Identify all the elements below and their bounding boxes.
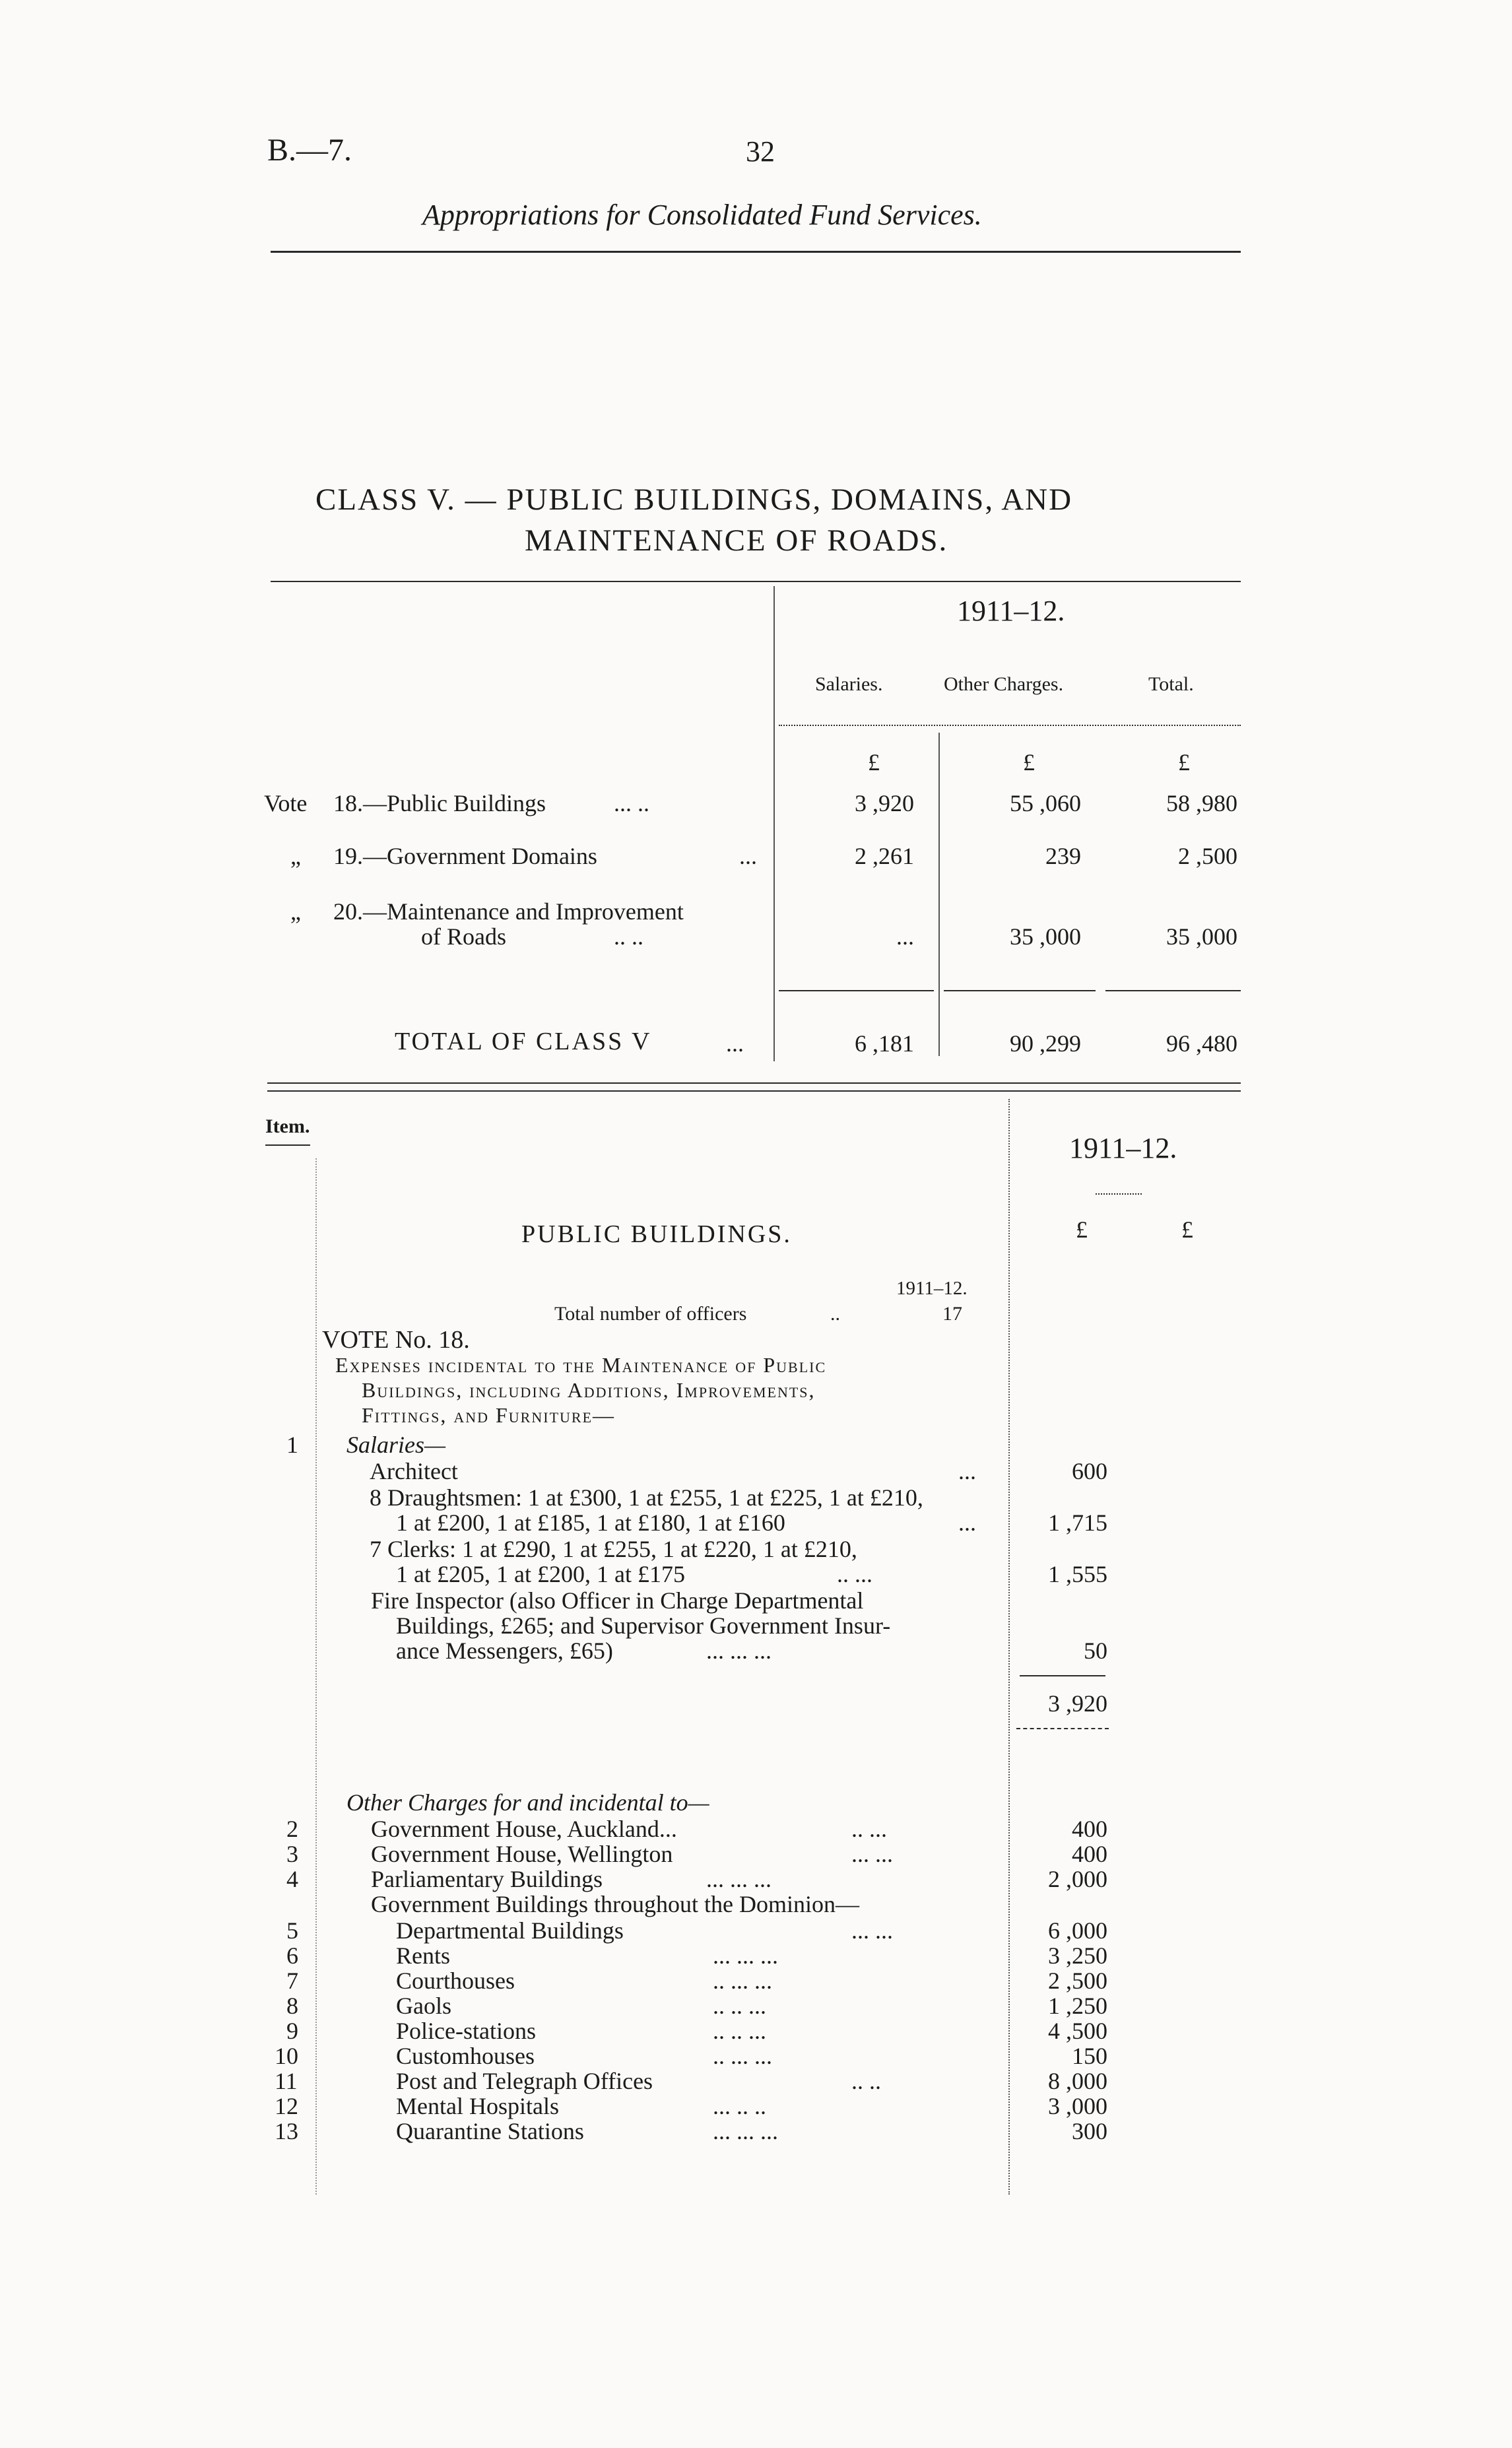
running-title: Appropriations for Consolidated Fund Services. bbox=[422, 199, 982, 231]
gov-item-leader: .. .. ... bbox=[713, 1993, 766, 2019]
gov-item-leader: ... ... ... bbox=[713, 2118, 778, 2144]
salaries-total: 3 ,920 bbox=[1048, 1690, 1107, 1717]
summary-row-label: 18.—Public Buildings bbox=[333, 790, 546, 816]
summary-row-label: 19.—Government Domains bbox=[333, 843, 597, 869]
salaries-heading: Salaries— bbox=[346, 1432, 446, 1458]
officers-label: Total number of officers bbox=[554, 1303, 747, 1325]
summary-column-divider bbox=[773, 586, 775, 1061]
gov-item-amount: 6 ,000 bbox=[1048, 1917, 1107, 1944]
salary-line-amount: 1 ,715 bbox=[1048, 1509, 1107, 1536]
other-item-leader: ... ... ... bbox=[706, 1866, 772, 1892]
gov-item-leader: .. ... ... bbox=[713, 1968, 772, 1994]
item-header: Item. bbox=[265, 1115, 310, 1137]
summary-row-leader: ... .. bbox=[614, 790, 649, 816]
officers-count: 17 bbox=[942, 1303, 962, 1325]
summary-row-prefix: „ bbox=[290, 843, 301, 869]
other-item-number: 4 bbox=[286, 1866, 298, 1892]
other-item-text: Government House, Auckland... bbox=[371, 1816, 677, 1842]
other-item-text: Government House, Wellington bbox=[371, 1841, 673, 1867]
subtotal-rule bbox=[1105, 990, 1241, 991]
gov-item-number: 12 bbox=[275, 2093, 298, 2119]
summary-row-total: 58 ,980 bbox=[1166, 790, 1237, 816]
gov-item-leader: ... ... bbox=[851, 1917, 893, 1944]
gov-item-text: Quarantine Stations bbox=[396, 2118, 584, 2144]
summary-row-other: 55 ,060 bbox=[1010, 790, 1081, 816]
header-rule bbox=[271, 251, 1241, 253]
summary-row-prefix: Vote bbox=[264, 790, 308, 816]
detail-year: 1911–12. bbox=[1069, 1132, 1177, 1164]
gov-item-amount: 8 ,000 bbox=[1048, 2068, 1107, 2094]
other-item-leader: .. ... bbox=[851, 1816, 887, 1842]
gov-item-text: Customhouses bbox=[396, 2043, 535, 2069]
salary-line-text: Fire Inspector (also Officer in Charge Departmental bbox=[371, 1587, 864, 1614]
item-header-rule bbox=[265, 1144, 310, 1146]
gov-item-number: 7 bbox=[286, 1968, 298, 1994]
gov-item-amount: 3 ,250 bbox=[1048, 1942, 1107, 1969]
gov-item-leader: ... .. .. bbox=[713, 2093, 766, 2119]
gov-item-amount: 2 ,500 bbox=[1048, 1968, 1107, 1994]
subtotal-rule bbox=[779, 990, 934, 991]
summary-col-rule bbox=[779, 725, 1241, 726]
other-item-amount: 400 bbox=[1072, 1841, 1107, 1867]
summary-bottom-rule-2 bbox=[267, 1090, 1241, 1092]
page-number: 32 bbox=[746, 135, 775, 168]
summary-row-label: 20.—Maintenance and Improvement bbox=[333, 898, 684, 925]
salary-line-amount: 50 bbox=[1084, 1638, 1107, 1664]
summary-row-salaries: 3 ,920 bbox=[855, 790, 914, 816]
government-buildings-heading: Government Buildings throughout the Dominion— bbox=[371, 1891, 859, 1917]
other-charges-heading: Other Charges for and incidental to— bbox=[346, 1789, 709, 1816]
salaries-item-number: 1 bbox=[286, 1432, 298, 1458]
gov-item-number: 13 bbox=[275, 2118, 298, 2144]
summary-bottom-rule bbox=[267, 1082, 1241, 1084]
salaries-total-rule bbox=[1020, 1675, 1105, 1676]
vote-label: VOTE No. 18. bbox=[322, 1326, 470, 1354]
summary-col-total: Total. bbox=[1148, 673, 1194, 695]
salary-line-text: 8 Draughtsmen: 1 at £300, 1 at £255, 1 at £225, 1 at £210, bbox=[370, 1484, 923, 1511]
class-title-line1: CLASS V. — PUBLIC BUILDINGS, DOMAINS, AND bbox=[315, 482, 1073, 517]
detail-year-rule bbox=[1096, 1193, 1142, 1195]
detail-currency-1: £ bbox=[1076, 1216, 1088, 1243]
summary-currency-salaries: £ bbox=[868, 749, 880, 776]
gov-item-amount: 4 ,500 bbox=[1048, 2018, 1107, 2044]
summary-total-label: TOTAL OF CLASS V bbox=[395, 1028, 652, 1055]
salary-line-leader: .. ... bbox=[837, 1561, 872, 1587]
gov-item-text: Post and Telegraph Offices bbox=[396, 2068, 653, 2094]
summary-row-prefix: „ bbox=[290, 898, 301, 925]
summary-col-salaries: Salaries. bbox=[815, 673, 883, 695]
subtotal-rule bbox=[944, 990, 1096, 991]
gov-item-amount: 150 bbox=[1072, 2043, 1107, 2069]
summary-top-rule bbox=[271, 581, 1241, 582]
gov-item-number: 8 bbox=[286, 1993, 298, 2019]
salary-line-text-cont: ance Messengers, £65) bbox=[396, 1638, 613, 1664]
other-item-number: 3 bbox=[286, 1841, 298, 1867]
gov-item-leader: .. .. bbox=[851, 2068, 881, 2094]
gov-item-number: 5 bbox=[286, 1917, 298, 1944]
summary-total-other: 90 ,299 bbox=[1010, 1030, 1081, 1057]
summary-row-salaries: ... bbox=[896, 923, 914, 950]
other-item-amount: 400 bbox=[1072, 1816, 1107, 1842]
salary-line-text: 7 Clerks: 1 at £290, 1 at £255, 1 at £220, 1 at £210, bbox=[370, 1536, 857, 1562]
gov-item-text: Courthouses bbox=[396, 1968, 515, 1994]
summary-row-other: 35 ,000 bbox=[1010, 923, 1081, 950]
gov-item-text: Rents bbox=[396, 1942, 451, 1969]
expenses-heading-line3: Fittings, and Furniture— bbox=[362, 1403, 616, 1427]
salary-line-leader: ... bbox=[958, 1509, 976, 1536]
gov-item-number: 9 bbox=[286, 2018, 298, 2044]
salary-line-text-cont: 1 at £205, 1 at £200, 1 at £175 bbox=[396, 1561, 685, 1587]
summary-total-salaries: 6 ,181 bbox=[855, 1030, 914, 1057]
detail-column-divider bbox=[1008, 1099, 1010, 2195]
gov-item-amount: 300 bbox=[1072, 2118, 1107, 2144]
salary-line-text-cont: 1 at £200, 1 at £185, 1 at £180, 1 at £160 bbox=[396, 1509, 785, 1536]
gov-item-number: 6 bbox=[286, 1942, 298, 1969]
detail-currency-2: £ bbox=[1181, 1216, 1193, 1243]
summary-row-label-cont: of Roads bbox=[421, 923, 506, 950]
salary-line-amount: 600 bbox=[1072, 1458, 1107, 1484]
expenses-heading-line1: Expenses incidental to the Maintenance of Public bbox=[335, 1353, 827, 1377]
summary-row-leader: ... bbox=[739, 843, 757, 869]
gov-item-leader: .. ... ... bbox=[713, 2043, 772, 2069]
summary-currency-total: £ bbox=[1178, 749, 1190, 776]
salary-line-leader: ... ... ... bbox=[706, 1638, 772, 1664]
summary-row-other: 239 bbox=[1045, 843, 1081, 869]
gov-item-text: Mental Hospitals bbox=[396, 2093, 559, 2119]
summary-total-total: 96 ,480 bbox=[1166, 1030, 1237, 1057]
summary-row-leader: .. .. bbox=[614, 923, 643, 950]
summary-total-leader: ... bbox=[726, 1030, 744, 1057]
expenses-heading-line2: Buildings, including Additions, Improvements, bbox=[362, 1378, 816, 1402]
salary-line-amount: 1 ,555 bbox=[1048, 1561, 1107, 1587]
salary-line-leader: ... bbox=[958, 1458, 976, 1484]
gov-item-text: Departmental Buildings bbox=[396, 1917, 624, 1944]
gov-item-text: Police-stations bbox=[396, 2018, 536, 2044]
salary-line-text-cont: Buildings, £265; and Supervisor Government Insur- bbox=[396, 1612, 891, 1639]
salaries-total-underline bbox=[1016, 1728, 1109, 1729]
summary-row-total: 35 ,000 bbox=[1166, 923, 1237, 950]
gov-item-leader: .. .. ... bbox=[713, 2018, 766, 2044]
summary-row-total: 2 ,500 bbox=[1178, 843, 1237, 869]
other-item-number: 2 bbox=[286, 1816, 298, 1842]
officers-year: 1911–12. bbox=[896, 1278, 968, 1299]
salary-line-text: Architect bbox=[370, 1458, 458, 1484]
officers-leader: .. bbox=[830, 1303, 840, 1325]
other-item-amount: 2 ,000 bbox=[1048, 1866, 1107, 1892]
class-title-line2: MAINTENANCE OF ROADS. bbox=[525, 523, 948, 558]
summary-row-salaries: 2 ,261 bbox=[855, 843, 914, 869]
summary-currency-other: £ bbox=[1023, 749, 1035, 776]
gov-item-text: Gaols bbox=[396, 1993, 451, 2019]
section-title: PUBLIC BUILDINGS. bbox=[521, 1220, 792, 1248]
summary-year: 1911–12. bbox=[957, 595, 1065, 627]
gov-item-amount: 3 ,000 bbox=[1048, 2093, 1107, 2119]
gov-item-leader: ... ... ... bbox=[713, 1942, 778, 1969]
document-reference: B.—7. bbox=[267, 133, 352, 168]
summary-column-divider-2 bbox=[938, 733, 940, 1056]
summary-col-other: Other Charges. bbox=[944, 673, 1064, 695]
other-item-text: Parliamentary Buildings bbox=[371, 1866, 603, 1892]
other-item-leader: ... ... bbox=[851, 1841, 893, 1867]
gov-item-amount: 1 ,250 bbox=[1048, 1993, 1107, 2019]
item-column-divider bbox=[315, 1158, 317, 2195]
gov-item-number: 11 bbox=[275, 2068, 298, 2094]
gov-item-number: 10 bbox=[275, 2043, 298, 2069]
